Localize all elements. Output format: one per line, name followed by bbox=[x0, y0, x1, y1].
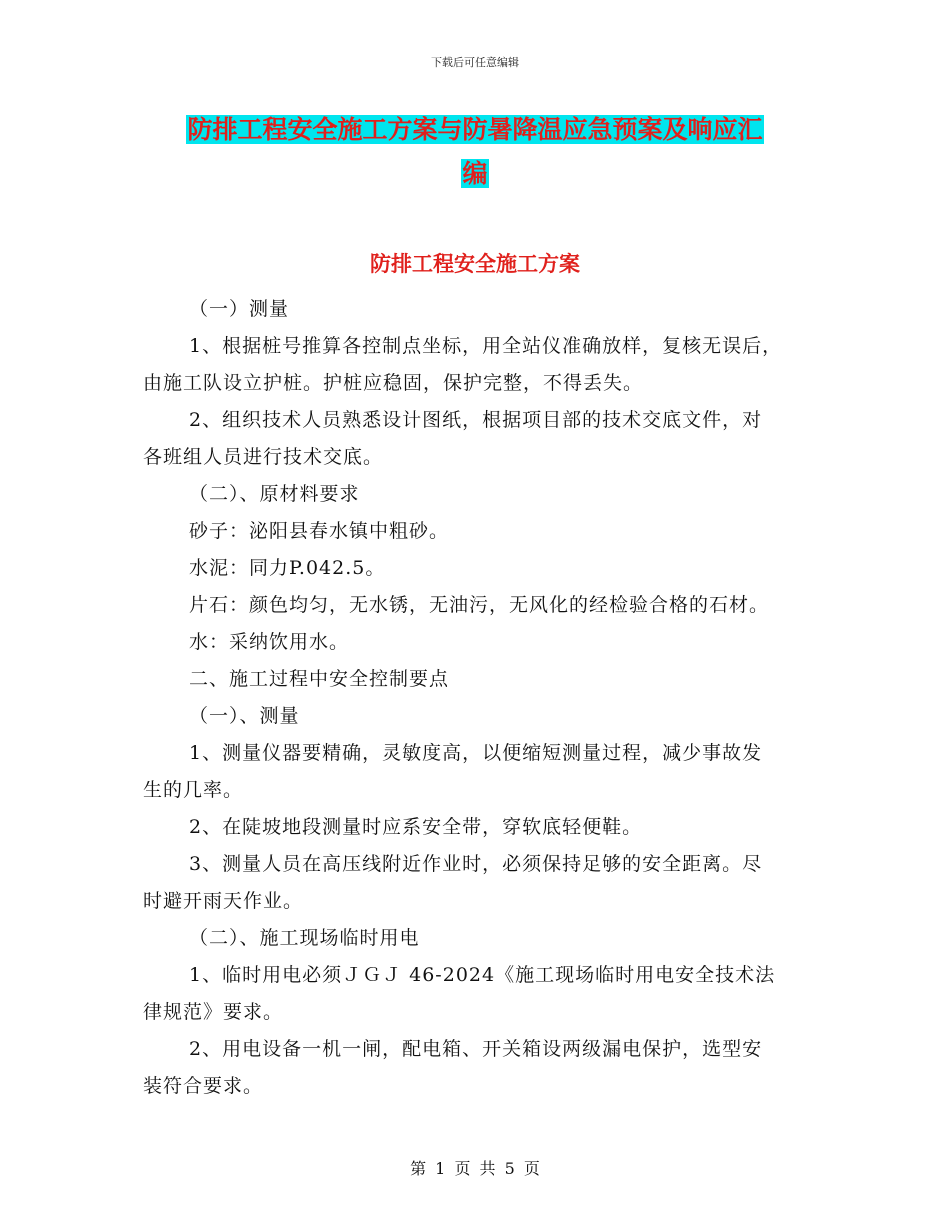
subheading: （一）测量 bbox=[189, 298, 290, 320]
paragraph-line: 水泥：同力P.042.5。 bbox=[189, 557, 386, 579]
paragraph-line: 1、测量仪器要精确，灵敏度高，以便缩短测量过程，减少事故发 bbox=[189, 742, 763, 764]
header-note: 下载后可任意编辑 bbox=[431, 56, 519, 69]
heading: 二、施工过程中安全控制要点 bbox=[189, 668, 450, 690]
paragraph-line: 2、组织技术人员熟悉设计图纸，根据项目部的技术交底文件，对 bbox=[189, 409, 763, 431]
paragraph-line: 3、测量人员在高压线附近作业时，必须保持足够的安全距离。尽 bbox=[189, 853, 763, 875]
paragraph-line: 生的几率。 bbox=[143, 779, 244, 801]
paragraph-line: 1、根据桩号推算各控制点坐标，用全站仪准确放样，复核无误后， bbox=[189, 335, 783, 357]
paragraph-line: 各班组人员进行技术交底。 bbox=[143, 446, 384, 468]
paragraph-line: 2、用电设备一机一闸，配电箱、开关箱设两级漏电保护，选型安 bbox=[189, 1038, 763, 1060]
paragraph-line: 水：采纳饮用水。 bbox=[189, 631, 350, 653]
page-footer: 第 1 页 共 5 页 bbox=[410, 1159, 540, 1178]
subheading: （二）、原材料要求 bbox=[189, 483, 360, 505]
paragraph-line: 时避开雨天作业。 bbox=[143, 890, 304, 912]
title-highlight: 防排工程安全施工方案与防暑降温应急预案及响应汇 bbox=[187, 115, 763, 144]
document-title-line-2 bbox=[0, 157, 950, 190]
subheading: （二）、施工现场临时用电 bbox=[189, 927, 420, 949]
paragraph-line: 1、临时用电必须ＪＧＪ 46-2024《施工现场临时用电安全技术法 bbox=[189, 964, 776, 986]
document-title-line-1 bbox=[0, 113, 950, 146]
paragraph-line: 由施工队设立护桩。护桩应稳固，保护完整，不得丢失。 bbox=[143, 372, 644, 394]
document-body bbox=[143, 291, 813, 1105]
paragraph-line: 片石：颜色均匀，无水锈，无油污，无风化的经检验合格的石材。 bbox=[189, 594, 770, 616]
paragraph-line: 装符合要求。 bbox=[143, 1075, 264, 1097]
paragraph-line: 2、在陡坡地段测量时应系安全带，穿软底轻便鞋。 bbox=[189, 816, 643, 838]
paragraph-line: 律规范》要求。 bbox=[143, 1001, 284, 1023]
paragraph-line: 砂子：泌阳县春水镇中粗砂。 bbox=[189, 520, 450, 542]
section-title: 防排工程安全施工方案 bbox=[370, 251, 580, 276]
subheading: （一）、测量 bbox=[189, 705, 300, 727]
title-highlight: 编 bbox=[462, 159, 488, 188]
